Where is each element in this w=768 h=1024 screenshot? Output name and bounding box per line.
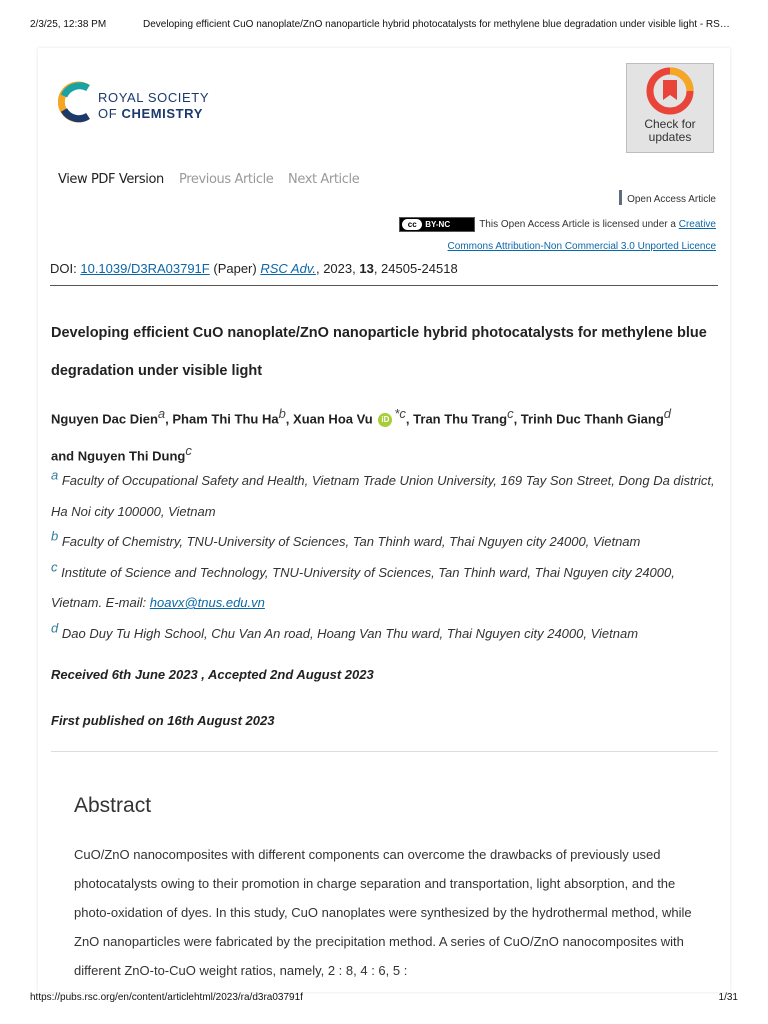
- rsc-logo[interactable]: [58, 78, 238, 130]
- check-for-updates-badge[interactable]: [626, 63, 714, 153]
- affiliation-text: Dao Duy Tu High School, Chu Van An road, Hoang Van Thu ward, Thai Nguyen city 24000, Vietnam: [61, 625, 639, 641]
- author-sup: c: [185, 443, 192, 459]
- check-updates-line-2: updates: [648, 130, 692, 144]
- next-article-link[interactable]: Next Article: [288, 172, 360, 187]
- article-page: [38, 48, 730, 992]
- license-link-part-1[interactable]: Creative: [678, 219, 716, 230]
- check-updates-text: [627, 118, 713, 144]
- author-name[interactable]: Nguyen Thi Dung: [77, 448, 186, 464]
- citation-volume: 13: [359, 261, 374, 276]
- previous-article-link[interactable]: Previous Article: [179, 172, 274, 187]
- print-timestamp: 2/3/25, 12:38 PM: [30, 19, 107, 30]
- logo-line-2-prefix: OF: [98, 106, 118, 121]
- citation-year: , 2023,: [315, 261, 356, 276]
- affiliation-text: Faculty of Occupational Safety and Health, Vietnam Trade Union University, 169 Tay Son Street, Dong Da district, Ha Noi city 100000, Vietnam: [51, 473, 715, 519]
- print-page-number: 1/31: [718, 992, 738, 1003]
- author-sup: a: [157, 406, 166, 421]
- first-published-date: First published on 16th August 2023: [51, 713, 275, 728]
- abstract-heading: Abstract: [74, 794, 152, 817]
- author-name[interactable]: Pham Thi Thu Ha: [172, 411, 279, 427]
- doi-link[interactable]: 10.1039/D3RA03791F: [80, 261, 210, 276]
- affiliations: [51, 466, 721, 649]
- author-sup: c: [507, 406, 514, 421]
- logo-line-2-bold: CHEMISTRY: [121, 106, 203, 121]
- check-updates-line-1: Check for: [644, 117, 696, 131]
- rsc-logo-icon: [58, 80, 94, 124]
- author-name[interactable]: Nguyen Dac Dien: [51, 411, 158, 427]
- print-page-title: Developing efficient CuO nanoplate/ZnO nanoparticle hybrid photocatalysts for methylene blue degradation under visible light - RS…: [143, 19, 730, 30]
- cc-icon: cc: [402, 219, 422, 230]
- citation-pages: , 24505-24518: [373, 261, 458, 276]
- license-prefix: This Open Access Article is licensed under a: [479, 219, 676, 230]
- open-access-label: [619, 190, 716, 205]
- print-url: https://pubs.rsc.org/en/content/articlehtml/2023/ra/d3ra03791f: [30, 992, 303, 1003]
- cc-by-nc-badge[interactable]: [399, 217, 475, 232]
- author-sup: d: [663, 406, 672, 421]
- logo-line-1: ROYAL SOCIETY: [98, 90, 210, 105]
- open-access-text: Open Access Article: [627, 194, 716, 205]
- affiliation-item: [51, 466, 721, 527]
- open-access-bar-icon: [619, 190, 622, 205]
- corresponding-star: *: [394, 406, 400, 421]
- author-name[interactable]: Trinh Duc Thanh Giang: [520, 411, 664, 427]
- article-type: (Paper): [213, 261, 257, 276]
- license-notice: [386, 214, 716, 258]
- author-prefix: and: [51, 448, 75, 464]
- license-link-part-2[interactable]: Commons Attribution-Non Commercial 3.0 Unported Licence: [447, 241, 716, 252]
- affiliation-sup: d: [51, 620, 59, 636]
- author-sup: b: [278, 406, 286, 421]
- print-header: [0, 0, 768, 46]
- check-updates-icon: [627, 64, 713, 118]
- affiliation-item: [51, 527, 721, 558]
- affiliation-item: [51, 619, 721, 650]
- author-sup: c: [399, 406, 406, 421]
- divider: [51, 751, 718, 752]
- journal-link[interactable]: RSC Adv.: [260, 261, 316, 276]
- affiliation-sup: b: [51, 528, 59, 544]
- author-name[interactable]: Tran Thu Trang: [413, 411, 508, 427]
- view-pdf-link[interactable]: View PDF Version: [58, 172, 164, 187]
- affiliation-text: Institute of Science and Technology, TNU-University of Sciences, Tan Thinh ward, Thai Nguyen city 24000, Vietnam. E-mail:: [51, 564, 675, 610]
- logo-line-2: [98, 106, 203, 121]
- doi-label: DOI:: [50, 261, 77, 276]
- abstract-text: CuO/ZnO nanocomposites with different components can overcome the drawbacks of previously used photocatalysts owing to their promotion in charge separation and transportation, light absorption, and the photo-oxidation of dyes. In this study, CuO nanoplates were synthesized by the hydrothermal method, while ZnO nanoparticles were fabricated by the precipitation method. A series of CuO/ZnO nanocomposites with different ZnO-to-CuO weight ratios, namely, 2 : 8, 4 : 6, 5 :: [74, 847, 692, 978]
- affiliation-item: [51, 558, 721, 619]
- affiliation-text: Faculty of Chemistry, TNU-University of Sciences, Tan Thinh ward, Thai Nguyen city 24000, Vietnam: [61, 534, 641, 549]
- article-title: Developing efficient CuO nanoplate/ZnO nanoparticle hybrid photocatalysts for methylene blue degradation under visible light: [51, 325, 707, 379]
- citation-line: [50, 261, 718, 286]
- email-link[interactable]: hoavx@tnus.edu.vn: [149, 595, 265, 610]
- affiliation-sup: c: [51, 559, 58, 575]
- received-accepted-dates: Received 6th June 2023 , Accepted 2nd August 2023: [51, 667, 374, 682]
- author-name[interactable]: Xuan Hoa Vu: [293, 411, 373, 427]
- cc-badge-text: BY-NC: [425, 219, 451, 229]
- author-list: Nguyen Dac Dien$^a$, Pham Thi Thu Ha$^b$, Xuan Hoa Vu iD $^{*c}$, Tran Thu Trang$^c$, Trinh Duc Thanh Giang$^d$ and Nguyen Thi Dung$^c$: [51, 406, 672, 464]
- orcid-icon[interactable]: iD: [378, 413, 392, 427]
- affiliation-sup: a: [51, 467, 59, 483]
